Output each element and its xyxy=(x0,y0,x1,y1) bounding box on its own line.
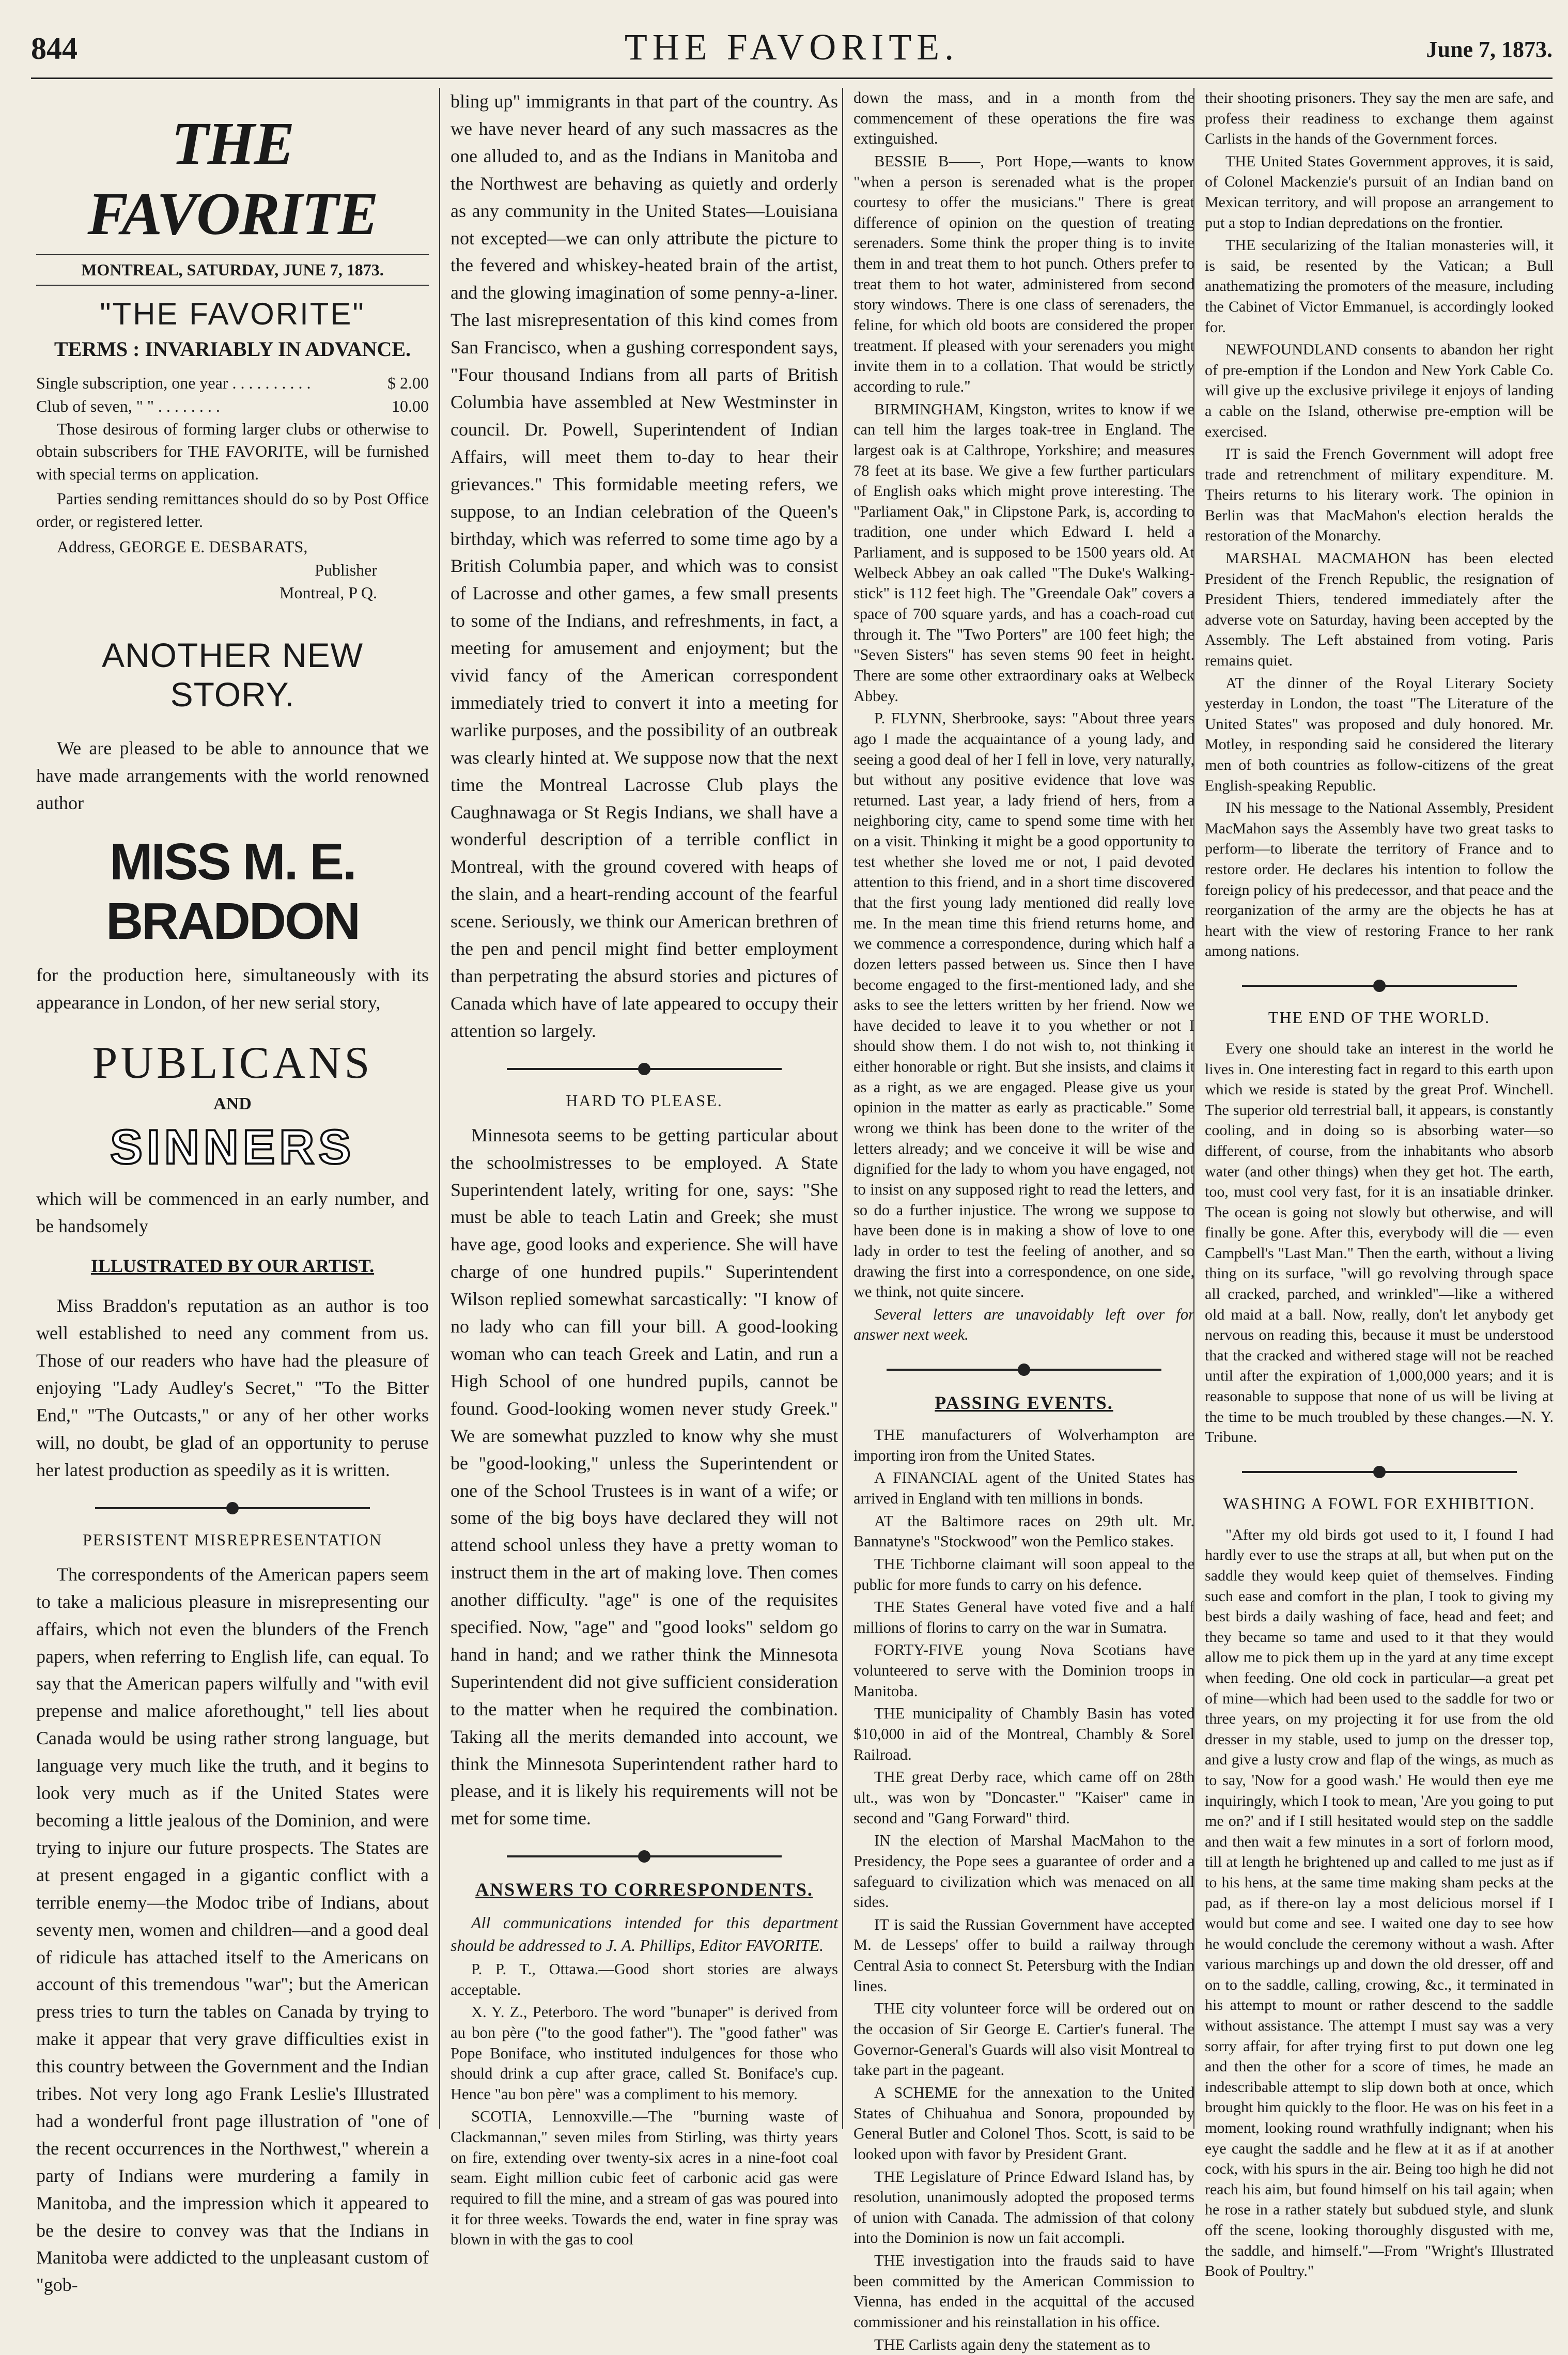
address-line: Publisher xyxy=(315,560,377,579)
rate-label: Club of seven, " " . . . . . . . . xyxy=(36,396,220,415)
column-1 xyxy=(36,88,429,2296)
favorite-heading: "THE FAVORITE" xyxy=(100,297,365,331)
rate-label: Single subscription, one year . . . . . . . . . . xyxy=(36,374,311,392)
news-item: THE great Derby race, which came off on 28th ult., was won by "Doncaster." "Kaiser" came in second and "Gang Forward" third. xyxy=(853,1768,1194,1827)
author-name: MISS M. E. BRADDON xyxy=(105,832,360,950)
terms-heading: TERMS : INVARIABLY IN ADVANCE. xyxy=(54,337,411,361)
column-4 xyxy=(1193,88,1554,2280)
page-number: 844 xyxy=(31,32,77,66)
news-item: IT is said the Russian Government have accepted M. de Lesseps' offer to build a railway through Central Asia to connect St. Petersburg with the Indian lines. xyxy=(853,1915,1194,1995)
news-item: IN his message to the National Assembly, President MacMahon says the Assembly have two great tasks to perform—to liberate the territory of France and to restore order. He declares his intention to follow the foreign policy of his predecessor, and that peace and the reorganization of the army are the objects he has at heart with the view of restoring France to her rank among nations. xyxy=(1205,799,1554,960)
newspaper-title: THE FAVORITE. xyxy=(624,26,959,68)
article-body: "After my old birds got used to it, I found I had hardly ever to use the straps at all, but when put on the saddle they would keep quiet of themselves. Finding such ease and comfort in the plan, I took to giving my best birds a daily washing of face, head and feet; and they became so tame and used to it that they would allow me to pick them up in the yard at any time except when feeding. One old cock in particular—a great pet of mine—which had been used to the saddle for two or three years, on my projecting it for use from the old dresser in my stable, used to jump on the dresser top, and give a lusty crow and flap of the wings, as much as to say, 'Now for a good wash.' He would then eye me inquiringly, which I took to mean, 'Are you going to put me on?' and if I still hesitated would step on the saddle and then wait a few minutes in a sort of forlorn mood, till at length he brightened up and called to me just as if to his hens, at the same time making sham pecks at the pad, as if there-on lay a most delicious morsel if I would but come and see. I waited one day to see how he would conclude the ceremony without a wash. After various marchings up and down the old dresser, off and on to the saddle, calling, crowing, &c., it terminated in his attempt to mount or rather descend to the saddle without assistance. The attempt I must say was a very sorry affair, for after trying first to put down one leg and then the other for a score of times, he made an indescribable attempt to slip down both at once, which brought him quickly to the floor. He was on his feet in a moment, looking round wrathfully indignant; when his eye caught the saddle and he flew at it as if at another cock, with his spurs in the air. Being too high he did not reach his aim, but found himself on his tail again; when he rose in a rather stately but subdued style, and slunk off the scene, looking thoroughly disgusted with me, the saddle, and himself."—From "Wright's Illustrated Book of Poultry." xyxy=(1205,1526,1554,2280)
dateline: MONTREAL, SATURDAY, JUNE 7, 1873. xyxy=(36,254,429,286)
article-title: PERSISTENT MISREPRESENTATION xyxy=(82,1530,382,1549)
story-title-sinners: SINNERS xyxy=(110,1119,355,1174)
news-item: THE States General have voted five and a half millions of florins to carry on the war in Sumatra. xyxy=(853,1598,1194,1636)
article-title: HARD TO PLEASE. xyxy=(566,1091,723,1110)
column-3 xyxy=(842,88,1194,2353)
article-body: bling up" immigrants in that part of the country. As we have never heard of any such massacres as the one alluded to, and as the Indians in Manitoba and the Northwest are behaving as quietly and orderly as any community in the United States—Louisiana not excepted—we can only attribute the picture to the fevered and whiskey-heated brain of the artist, and the glowing imagination of some penny-a-liner. The last misrepresentation of this kind comes from San Francisco, when a gushing correspondent says, "Four thousand Indians from all parts of British Columbia have assembled at New Westminster in council. Dr. Powell, Superintendent of Indian Affairs, will meet them to-day to hear their grievances." This formidable meeting refers, we suppose, to an Indian celebration of the Queen's birthday, which was referred to some time ago by a British Columbia paper, and which was to consist of Lacrosse and other games, a few small presents to some of the Indians, and refreshments, in fact, a meeting for amusement and enjoyment; but the vivid fancy of the American correspondent immediately tried to convert it into a meeting for warlike purposes, and the possibility of an outbreak was clearly hinted at. We suppose now that the next time the Montreal Lacrosse Club plays the Caughnawaga or St Regis Indians, we shall have a wonderful description of a terrible conflict in Montreal, with the ground covered with heaps of the slain, and a heart-rending account of the fearful scene. Seriously, we think our American brethren of the pen and pencil might find better employment than perpetrating the absurd stories and pictures of Canada which have of late appeared to occupy their attention so largely. xyxy=(451,91,838,1041)
page-date: June 7, 1873. xyxy=(1426,37,1553,62)
news-item: NEWFOUNDLAND consents to abandon her right of pre-emption if the London and New York Cable Co. will give up the exclusive privilege it enjoys of landing a cable on the Island, otherwise pre-emption will be exercised. xyxy=(1205,341,1554,440)
story-title-and: AND xyxy=(213,1094,252,1113)
article-title: THE END OF THE WORLD. xyxy=(1268,1008,1491,1027)
article-title: PASSING EVENTS. xyxy=(935,1392,1113,1414)
news-item: THE Carlists again deny the statement as to xyxy=(874,2335,1151,2353)
address-line: Montreal, P Q. xyxy=(279,583,377,602)
another-story-heading: ANOTHER NEW STORY. xyxy=(102,636,363,714)
news-item: THE United States Government approves, it is said, of Colonel Mackenzie's pursuit of an Indian band on Mexican territory, and will propose an arrangement to put a stop to Indian depredations on the frontier. xyxy=(1205,152,1554,231)
answers-note: All communications intended for this department should be addressed to J. A. Phillips, Editor FAVORITE. xyxy=(451,1913,838,1955)
news-item: THE Tichborne claimant will soon appeal to the public for more funds to carry on his defence. xyxy=(853,1555,1194,1593)
news-item: IN the election of Marshal MacMahon to the Presidency, the Pope sees a guarantee of order and a safeguard to civilization which was menaced on all sides. xyxy=(853,1832,1194,1911)
remit-paragraph: Parties sending remittances should do so by Post Office order, or registered letter. xyxy=(36,489,429,531)
clubs-paragraph: Those desirous of forming larger clubs or otherwise to obtain subscribers for THE FAVORITE, will be furnished with special terms on application. xyxy=(36,419,429,484)
news-item: THE Legislature of Prince Edward Island has, by resolution, unanimously adopted the proposed terms of union with Canada. The admission of that colony into the Dominion is now un fait accompli. xyxy=(853,2167,1194,2247)
section-divider xyxy=(853,1361,1194,1376)
news-item: A FINANCIAL agent of the United States has arrived in England with ten millions in bonds. xyxy=(853,1469,1194,1507)
rate-value: 10.00 xyxy=(392,396,429,415)
rate-row-single xyxy=(36,371,429,395)
article-body: Every one should take an interest in the world he lives in. One interesting fact in regard to this earth upon which we reside is stated by the great Prof. Winchell. The superior old terrestrial ball, it appears, is constantly cooling, and in doing so is absorbing water—so different, of course, from the inhabitants who absorb water (and other things) when they get hot. The earth, too, must cool very fast, for it is an insatiable drinker. The ocean is going not slowly but otherwise, and will finally be gone. After this, everybody will die — even Campbell's "Last Man." Then the earth, without a living thing on its surface, "will go revolving through space all cracked, parched, and wrinkled"—like a withered old maid at a ball. Now, really, don't let anybody get nervous on reading this, because it must be understood that the cracked and withered stage will not be reached until after the expiration of 1,000,000 years; and it is reasonable to suppose that none of us will be living at the time to be much troubled by these changes.—N. Y. Tribune. xyxy=(1205,1040,1554,1446)
news-item: MARSHAL MACMAHON has been elected President of the French Republic, the resignation of President Thiers, tendered immediately after the adverse vote on Saturday, having been accepted by the Assembly. The Left abstained from voting. Paris remains quiet. xyxy=(1205,550,1554,670)
commenced-paragraph: which will be commenced in an early number, and be handsomely xyxy=(36,1188,429,1236)
news-item: THE secularizing of the Italian monasteries will, it is said, be resented by the Vatican; a Bull anathematizing the promoters of the measure, including the Cabinet of Victor Emmanuel, is accordingly looked for. xyxy=(1205,237,1554,336)
news-item: THE city volunteer force will be ordered out on the occasion of Sir George E. Cartier's funeral. The Governor-General's Guards will also visit Montreal to take part in the pageant. xyxy=(853,2000,1194,2079)
address-block xyxy=(36,535,429,605)
address-line: Address, GEORGE E. DESBARATS, xyxy=(57,537,308,556)
section-divider xyxy=(451,1848,838,1863)
reputation-paragraph: Miss Braddon's reputation as an author is too well established to need any comment from us. Those of our readers who have had the pleasure of enjoying "Lady Audley's Secret," "To the Bitter End," "The Outcasts," or any of her other works will, no doubt, be glad of an opportunity to peruse her latest production as speedily as it is written. xyxy=(36,1295,429,1480)
news-item: IT is said the French Government will adopt free trade and retrenchment of military expenditure. M. Theirs returns to his literary work. The opinion in Berlin was that MacMahon's election heralds the restoration of the Monarchy. xyxy=(1205,445,1554,545)
section-divider xyxy=(1205,977,1554,993)
answer-item: P. FLYNN, Sherbrooke, says: "About three years ago I made the acquaintance of a young lady, and seeing a good deal of her I fell in love, very naturally, but without any positive evidence that love was returned. Last year, a lady friend of hers, from a neighboring city, came to spend some time with her on a visit. Thinking it might be a good opportunity to test whether she loved me or not, I paid devoted attention to this friend, and in a short time discovered that the first young lady mentioned did really love me. In the mean time this friend returns home, and we commence a correspondence, during which half a dozen letters passed between us. Since then I have become engaged to the first-mentioned lady, and she asks to see the letters written by her friend. Now we have decided to leave it to you whether or not I should show them. I do not wish to, not thinking it either honorable or right. But she insists, and claims it as a right, as we are engaged. Please give us your opinion in the matter as early as practicable." Some wrong we think has been done to the writer of the letters already; and we conceive it will be wise and dignified for the lady to whom you have engaged, not to insist on any supposed right to read the letters, and so do a further injustice. The wrong we suppose to have been done is in making a show of love to one lady in order to test the feeling of another, and so drawing the first into a correspondence, on one side, we think, not quite sincere. xyxy=(853,709,1194,1301)
answer-item: SCOTIA, Lennoxville.—The "burning waste of Clackmannan," seven miles from Stirling, was thirty years on fire, extending over twenty-six acres in a nine-foot coal seam. Eight million cubic feet of carbonic acid gas were required to fill the mine, and a stream of gas was poured into it for three weeks. Towards the end, water in fine spray was blown in with the gas to cool xyxy=(451,2108,838,2249)
section-divider xyxy=(1205,1463,1554,1479)
article-body: The correspondents of the American papers seem to take a malicious pleasure in misrepresenting our affairs, which not even the blunders of the French papers, when referring to English life, can equal. To say that the American papers wilfully and "with evil prepense and malice aforethought," tell lies about Canada would be using rather strong language, but language very much like the truth, and it begins to look very much as if the United States were becoming a little jealous of the Dominion, and were trying to injure our future prospects. The States are at present engaged in a gigantic conflict with a terrible enemy—the Modoc tribe of Indians, about seventy men, women and children—and a good deal of ridicule has attached itself to the Americans on account of this tremendous "war"; but the American press tries to turn the tables on Canada by trying to make it appear that very grave difficulties exist in this country between the Government and the Indian tribes. Not very long ago Frank Leslie's Illustrated had a wonderful front page illustration of "one of the recent occurrences in the Northwest," wherein a party of Indians were murdering a family in Manitoba, and the impression which it appeared to be the desire to convey was that the Indians in Manitoba were addicted to the unpleasant custom of "gob- xyxy=(36,1563,429,2296)
answer-item: BIRMINGHAM, Kingston, writes to know if we can tell him the larges toak-tree in England. The largest oak is at Calthrope, Yorkshire; and measures 78 feet at its base. We give a few further particulars of English oaks which might prove interesting. The "Parliament Oak," in Clipstone Park, is, according to tradition, one under which Edward I. held a Parliament, and is supposed to be 1500 years old. At Welbeck Abbey an oak called "The Duke's Walking-stick" is 112 feet high. The "Greendale Oak" covers a space of 700 square yards, and has a coach-road cut through it. The "Two Porters" are 100 feet high; the "Seven Sisters" has seven stems 90 feet in height. There are some other extraordinary oaks at Welbeck Abbey. xyxy=(853,400,1194,705)
pleased-paragraph: We are pleased to be able to announce that we have made arrangements with the world renowned author xyxy=(36,738,429,813)
masthead-logo: THE FAVORITE xyxy=(87,110,378,247)
answer-item: BESSIE B——, Port Hope,—wants to know "when a person is serenaded what is the proper courtesy to offer the musicians." There is great difference of opinion on the question of treating serenaders. Some think the proper thing is to invite them in and treat them to hot punch. Others prefer to treat them to hot water, administered from second story windows. There is one class of serenaders, the feline, for which old boots are considered the proper treatment. If pleased with your serenaders you might invite them in to a collation. That would be strictly according to rule." xyxy=(853,152,1194,395)
news-item: their shooting prisoners. They say the men are safe, and profess their readiness to exchange them against Carlists in the hands of the Government forces. xyxy=(1205,89,1554,148)
illustrated-heading: ILLUSTRATED BY OUR ARTIST. xyxy=(90,1256,375,1277)
answer-item: down the mass, and in a month from the commencement of these operations the fire was extinguished. xyxy=(853,89,1194,148)
section-divider xyxy=(451,1060,838,1076)
article-title: ANSWERS TO CORRESPONDENTS. xyxy=(475,1879,813,1900)
page-header xyxy=(31,21,1553,79)
answer-item: P. P. T., Ottawa.—Good short stories are always acceptable. xyxy=(451,1960,838,1998)
article-body: Minnesota seems to be getting particular about the schoolmistresses to be employed. A State Superintendent lately, writing for one, says: "She must be able to teach Latin and Greek; she must have age, good looks and experience. She will have charge of one hundred pupils." Superintendent Wilson replied somewhat sarcastically: "I know of no lady who can fill your bill. A good-looking woman who can teach Greek and Latin, and run a High School of one hundred pupils, cannot be found. Good-looking women never study Greek." We are somewhat puzzled to know why she must be "good-looking," unless the Superintendent or one of the School Trustees is in want of a wife; or some of the big boys have declared they will not attend school unless they have a pretty woman to instruct them in the art of making love. Then comes another difficulty. "age" is one of the requisites specified. Now, "age" and "good looks" seldom go hand in hand; and we rather think the Minnesota Superintendent did not give sufficient consideration to the matter when he required the combination. Taking all the merits demanded into account, we think the Minnesota Superintendent rather hard to please, and it is likely his requirements will not be met for some time. xyxy=(451,1124,838,1829)
column-2 xyxy=(439,88,838,2249)
news-item: FORTY-FIVE young Nova Scotians have volunteered to serve with the Dominion troops in Manitoba. xyxy=(853,1641,1194,1700)
production-paragraph: for the production here, simultaneously with its appearance in London, of her new serial story, xyxy=(36,964,429,1013)
rate-row-club xyxy=(36,395,429,418)
story-title-publicans: PUBLICANS xyxy=(92,1037,373,1088)
rate-value: $ 2.00 xyxy=(387,374,429,392)
news-item: AT the dinner of the Royal Literary Society yesterday in London, the toast "The Literature of the United States" was proposed and duly honored. Mr. Motley, in responding said he considered the literary men of both countries as follow-citizens of the great English-speaking Republic. xyxy=(1205,674,1554,794)
news-item: AT the Baltimore races on 29th ult. Mr. Bannatyne's "Stockwood" won the Pemlico stakes. xyxy=(853,1512,1194,1551)
news-item: THE manufacturers of Wolverhampton are importing iron from the United States. xyxy=(853,1426,1194,1464)
news-item: THE investigation into the frauds said to have been committed by the American Commission to Vienna, has ended in the acquittal of the accused commissioner and his reinstallation in his office. xyxy=(853,2252,1194,2331)
section-divider xyxy=(36,1499,429,1515)
article-title: WASHING A FOWL FOR EXHIBITION. xyxy=(1223,1494,1535,1513)
news-item: THE municipality of Chambly Basin has voted $10,000 in aid of the Montreal, Chambly & Sorel Railroad. xyxy=(853,1705,1194,1763)
answers-note: Several letters are unavoidably left over for answer next week. xyxy=(853,1305,1194,1344)
news-item: A SCHEME for the annexation to the United States of Chihuahua and Sonora, propounded by General Butler and Colonel Thos. Scott, is said to be looked upon with favor by President Grant. xyxy=(853,2083,1194,2163)
answer-item: X. Y. Z., Peterboro. The word "bunaper" is derived from au bon père ("to the good father"). The "good father" was Pope Boniface, who instituted indulgences for those who should drink a cup after grace, called St. Boniface's cup. Hence "au bon père" was a compliment to his memory. xyxy=(451,2003,838,2103)
